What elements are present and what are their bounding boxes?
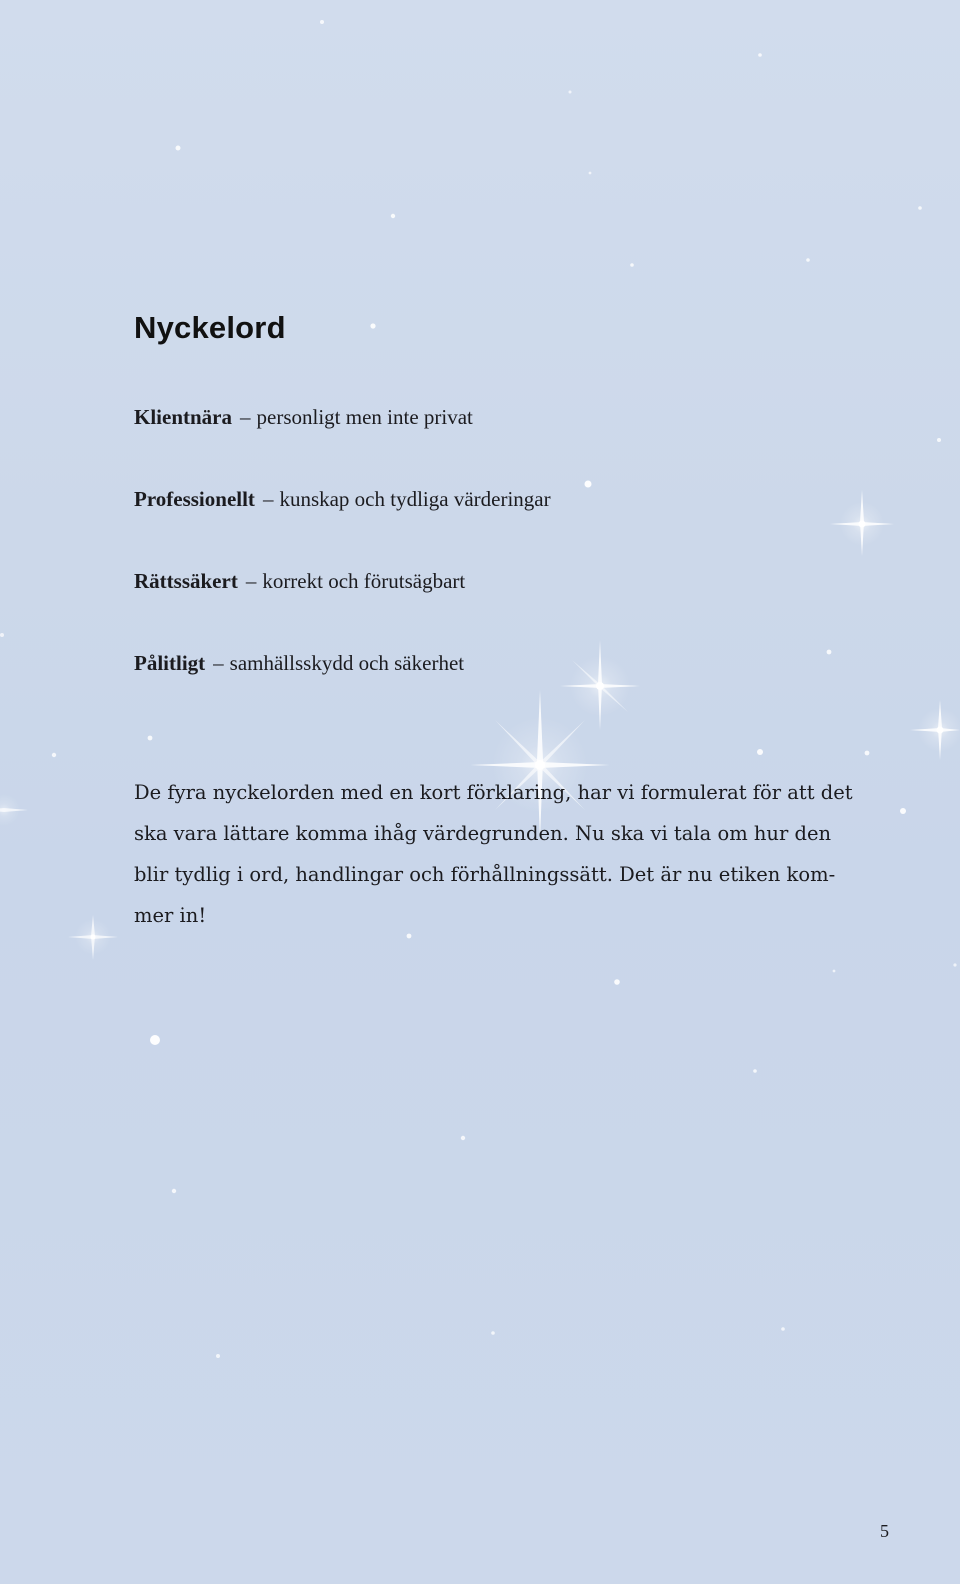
body-line: ska vara lättare komma ihåg värdegrunden. Nu ska vi tala om hur den (134, 822, 832, 845)
keyword-separator: – (240, 405, 251, 429)
sparkle-star (830, 490, 894, 556)
keyword-separator: – (262, 487, 274, 511)
keyword-item (134, 569, 834, 593)
keyword-description: samhällsskydd och säkerhet (229, 651, 465, 675)
keyword-list (134, 405, 834, 733)
body-line: De fyra nyckelorden med en kort förklaring, har vi formulerat för att det (134, 781, 853, 804)
body-line: mer in! (134, 904, 207, 927)
keyword-description: korrekt och förutsägbart (262, 569, 466, 593)
keyword-item (134, 651, 834, 675)
page-number: 5 (880, 1521, 889, 1541)
sparkle-star (68, 915, 118, 960)
keyword-description: personligt men inte privat (256, 405, 473, 429)
keyword-term: Klientnära (134, 405, 232, 429)
page-title: Nyckelord (134, 310, 286, 345)
keyword-term: Pålitligt (134, 651, 206, 675)
keyword-item (134, 405, 834, 429)
keyword-item (134, 487, 834, 511)
keyword-description: kunskap och tydliga värderingar (279, 487, 551, 511)
keyword-separator: – (245, 569, 257, 593)
sparkle-star (910, 700, 960, 760)
body-paragraph (134, 772, 853, 936)
sparkle-star (0, 794, 28, 826)
body-line: blir tydlig i ord, handlingar och förhållningssätt. Det är nu etiken kom- (134, 863, 836, 886)
keyword-separator: – (213, 651, 224, 675)
keyword-term: Professionellt (134, 487, 255, 511)
keyword-term: Rättssäkert (134, 569, 238, 593)
